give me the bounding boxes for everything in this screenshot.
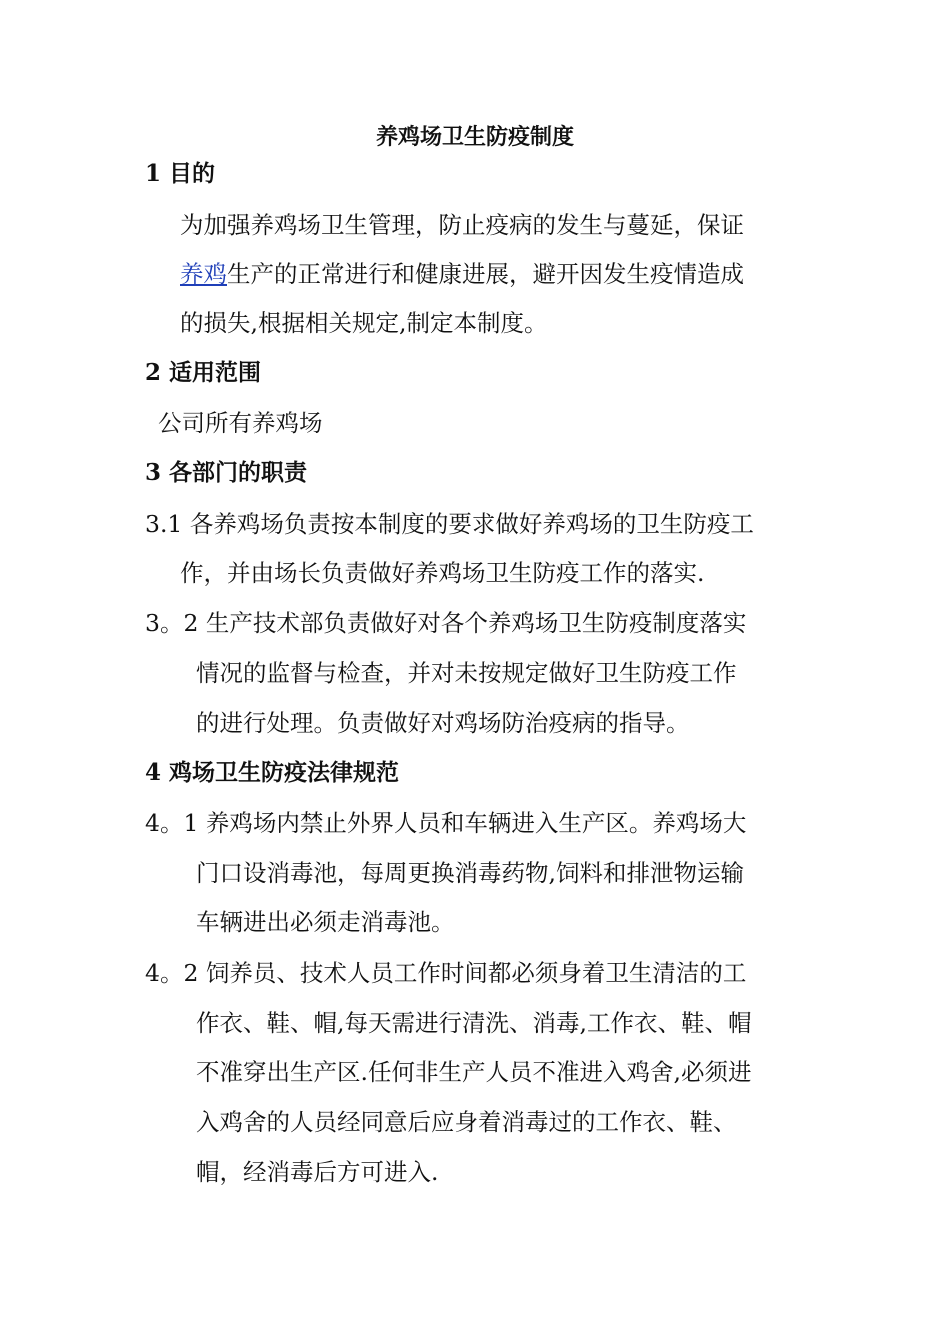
section-1-line-1: 为加强养鸡场卫生管理，防止疫病的发生与蔓延，保证 — [180, 211, 744, 239]
section-4-2-line-5: 帽，经消毒后方可进入. — [196, 1158, 439, 1186]
section-3-1-line-1: 3.1 各养鸡场负责按本制度的要求做好养鸡场的卫生防疫工 — [145, 510, 754, 538]
section-3-2-line-3: 的进行处理。负责做好对鸡场防治疫病的指导。 — [196, 709, 690, 737]
document-title: 养鸡场卫生防疫制度 — [375, 124, 574, 150]
section-1-line-2 — [180, 258, 744, 290]
section-4-1-line-1: 4。1 养鸡场内禁止外界人员和车辆进入生产区。养鸡场大 — [145, 809, 747, 837]
section-4-heading: 4 鸡场卫生防疫法律规范 — [145, 759, 400, 786]
section-4-2-line-4: 入鸡舍的人员经同意后应身着消毒过的工作衣、鞋、 — [196, 1108, 737, 1136]
section-4-2-line-3: 不准穿出生产区.任何非生产人员不准进入鸡舍,必须进 — [196, 1058, 752, 1086]
section-4-1-line-3: 车辆进出必须走消毒池。 — [196, 908, 455, 936]
section-4-2-line-1: 4。2 饲养员、技术人员工作时间都必须身着卫生清洁的工 — [145, 959, 747, 987]
section-4-2-line-2: 作衣、鞋、帽,每天需进行清洗、消毒,工作衣、鞋、帽 — [196, 1009, 752, 1037]
section-2-line-1: 公司所有养鸡场 — [158, 409, 323, 437]
section-1-line-3: 的损失,根据相关规定,制定本制度。 — [180, 309, 548, 337]
section-3-heading: 3 各部门的职责 — [145, 459, 308, 486]
section-3-2-line-1: 3。2 生产技术部负责做好对各个养鸡场卫生防疫制度落实 — [145, 609, 747, 637]
section-3-1-line-2: 作，并由场长负责做好养鸡场卫生防疫工作的落实. — [180, 559, 705, 587]
section-1-line-2-text: 生产的正常进行和健康进展，避开因发生疫情造成 — [227, 260, 744, 288]
section-3-2-line-2: 情况的监督与检查，并对未按规定做好卫生防疫工作 — [196, 659, 737, 687]
section-2-heading: 2 适用范围 — [145, 359, 262, 386]
breeding-link[interactable]: 养鸡 — [180, 260, 227, 288]
section-4-1-line-2: 门口设消毒池，每周更换消毒药物,饲料和排泄物运输 — [196, 859, 744, 887]
section-1-heading: 1 目的 — [145, 160, 216, 187]
